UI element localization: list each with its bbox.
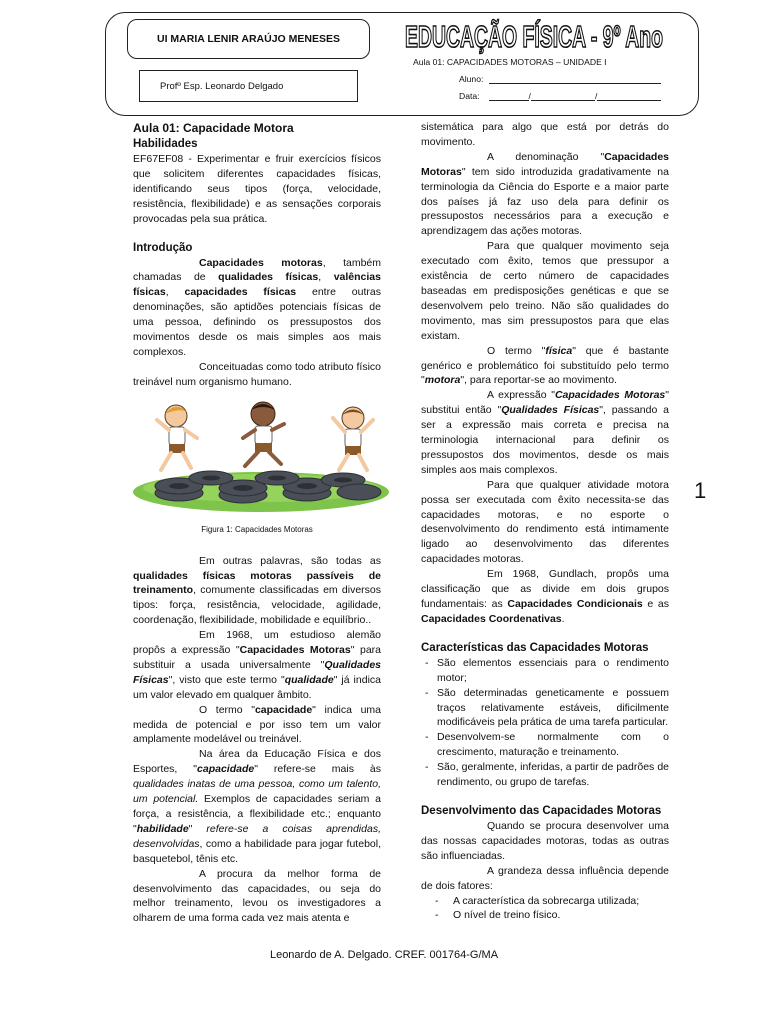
list-item: - A característica da sobrecarga utilizada; [421,894,669,909]
development-paragraph-1: Quando se procura desenvolver uma das nossas capacidades motoras, todas as outras são influenciadas. [421,819,669,862]
text-run: . [561,612,565,625]
date-year-line[interactable] [594,90,661,101]
skills-text: EF67EF08 - Experimentar e fruir exercícios físicos que solicitem diferentes capacidades físicas, identificando seus tipos (força, velocidade, resistência, flexibilidade) e as sensações corporais provocadas pela sua prática. [133,153,381,225]
text-run: , [318,271,334,284]
text-run: " para substituir a usada universalmente " [133,644,381,671]
date-sep-2: / [594,91,598,101]
term-valencias-fisicas: valências físicas [133,271,381,299]
school-name-box [127,19,370,59]
text-run: Em 1968, Gundlach, propôs uma classificação que as divide em dois grupos fundamentais: as [421,568,669,610]
term-qualidades-fisicas: qualidades físicas [218,271,319,284]
text-run: O termo " [199,703,255,716]
development-heading: Desenvolvimento das Capacidades Motoras [421,804,662,817]
figure-caption: Figura 1: Capacidades Motoras [201,524,313,534]
characteristics-heading: Características das Capacidades Motoras [421,641,649,654]
left-paragraph-5 [133,703,381,748]
footer-author: Leonardo de A. Delgado. CREF. 001764-G/MA [269,949,499,961]
text-run: Na área da Educação Física e dos Esportes, " [133,748,381,776]
teacher-name: Profº Esp. Leonardo Delgado [160,80,284,92]
list-item: - Desenvolvem-se normalmente com o crescimento, maturação e treinamento. [421,730,669,760]
lesson-label: Aula 01: CAPACIDADES MOTORAS – UNIDADE I [413,57,607,67]
text-run: Em 1968, um estudioso alemão propôs a expressão " [133,629,381,657]
text-run: entre outras denominações, são aptidões potenciais físicas de uma pessoa, definindo os pressupostos dos movimentos desde os mais simples aos mais complexos. [133,286,381,358]
term-capacidades-fisicas: capacidades físicas [184,286,297,299]
text-run: " refere-se mais às [254,763,381,776]
list-item: - São, geralmente, inferidas, a partir de padrões de rendimento, ou grupo de tarefas. [421,760,669,790]
date-sep-1: / [528,91,531,101]
page-number: 1 [694,478,707,503]
student-label: Aluno: [459,74,484,84]
development-paragraph-2: A grandeza dessa influência depende de dois fatores: [421,864,669,892]
intro-paragraph-2: Conceituadas como todo atributo físico treinável num organismo humano. [133,360,381,388]
student-line[interactable] [489,73,661,84]
right-column [421,120,669,923]
text-run: , como a habilidade para jogar futebol, basquetebol, tênis etc. [133,837,381,865]
right-paragraph-3: Para que qualquer movimento seja executado com êxito, temos que pressupor a existência de certo número de capacidades baseadas em predisposições genéticas e que se desenvolvem pelo treino. Não são qualidades do movimento, mas sim pressupostos para que elas existam. [421,240,669,342]
term-capacidades-motoras: Capacidades Motoras [421,150,669,178]
skills-heading: Habilidades [133,138,198,150]
term-capacidades-motoras: Capacidades motoras [199,256,323,269]
text-run: " que é bastante genérico e problemático foi substituído pelo termo " [421,344,669,387]
characteristics-list [421,656,669,790]
text-run: A expressão " [487,389,555,402]
list-item: - O nível de treino físico. [421,908,669,923]
right-paragraph-5 [421,388,669,477]
left-paragraph-6 [133,747,381,866]
school-name: UI MARIA LENIR ARAÚJO MENESES [157,33,340,45]
left-paragraph-7: A procura da melhor forma de desenvolvimento das capacidades, ou seja do melhor treinamento, levou os investigadores a olharem de uma forma cada vez mais atenta e [133,867,381,925]
left-paragraph-3 [133,554,381,629]
lesson-title: Aula 01: Capacidade Motora [133,121,294,135]
term-capacidades-motoras: Capacidades Motoras [554,389,666,402]
term-qualidade: qualidade [284,673,334,686]
left-column [133,120,381,926]
list-item: - São elementos essenciais para o rendimento motor; [421,656,669,686]
text-run: " tem sido introduzida gradativamente na terminologia da Ciência do Esporte e a maior parte dos países já faz uso dela para definir os pressupostos necessários para a execução e aprendizagem das ações motoras. [421,165,669,238]
date-day-line[interactable] [489,90,529,101]
right-paragraph-4 [421,344,669,389]
text-run: , [165,286,185,299]
text-run: " indica uma medida de potencial e por isso tem um valor amplamente modelável ou treinável. [133,703,381,746]
text-run: , comumente classificadas em diversos tipos: força, resistência, velocidade, agilidade, coordenação, flexibilidade, mobilidade e equilíbrio.. [133,584,381,627]
teacher-box [139,70,358,102]
factors-list [421,894,669,924]
text-run: e as [642,598,670,610]
text-run: Exemplos de capacidades seriam a força, a resistência, a flexibilidade etc.; enquanto " [133,793,381,835]
text-run: ", para reportar-se ao movimento. [460,374,617,387]
right-paragraph-7 [421,567,669,627]
term-qualidades-fisicas: Qualidades Físicas [133,658,381,686]
text-run: O termo " [487,344,546,357]
left-paragraph-4 [133,628,381,703]
text-run: " [188,822,207,835]
text-run: , também chamadas de [133,256,382,284]
student-field[interactable] [459,73,661,84]
term-fisica: física [545,344,573,357]
list-item: - São determinadas geneticamente e possuem traços relativamente estáveis, dificilmente modificáveis pela prática de uma tarefa particular. [421,686,669,731]
subject-title-text: EDUCAÇÃO FÍSICA - 9º Ano [405,19,663,54]
text-run: " já indica um valor elevado em qualquer âmbito. [133,673,381,701]
capacidades-motoras-figure [131,398,389,514]
term-motora: motora [424,374,461,387]
text-run: ", visto que este termo " [168,673,285,686]
right-paragraph-2 [421,150,669,239]
intro-heading: Introdução [133,241,193,254]
text-run: A denominação " [487,150,605,163]
date-label: Data: [459,91,480,101]
term-capacidades-coordenativas: Capacidades Coordenativas [421,612,562,625]
text-run: Em outras palavras, são todas as [199,554,381,567]
term-habilidade: habilidade [136,822,189,835]
text-run: ", passando a ser a expressão mais correta e precisa na terminologia internacional para definir os pressupostos dos movimentos, desde os mais simples aos mais complexos. [421,404,669,476]
term-capacidades-motoras: Capacidades Motoras [239,644,351,657]
date-field[interactable] [459,90,661,101]
term-qualidades-treinamento: qualidades físicas motoras passíveis de treinamento [133,569,381,597]
term-qualidades-fisicas: Qualidades Físicas [501,404,600,417]
term-capacidade: capacidade [197,763,255,776]
text-run: " substitui então " [421,389,669,417]
right-paragraph-1: sistemática para algo que está por detrás do movimento. [421,121,669,148]
term-capacidade: capacidade [254,703,313,716]
italic-run: qualidades inatas de uma pessoa, como um talento, um potencial. [133,778,381,806]
date-month-line[interactable] [528,90,598,101]
italic-run: refere-se a coisas aprendidas, desenvolvidas [133,822,381,850]
intro-paragraph-1 [133,256,381,360]
term-capacidades-condicionais: Capacidades Condicionais [507,598,643,610]
subject-title [403,16,667,54]
right-paragraph-6: Para que qualquer atividade motora possa ser executada com êxito necessita-se das capacidades motoras, e no esporte o desenvolvimento do rendimento está intimamente ligado ao desenvolvimento das diferentes capacidades motoras. [421,478,669,566]
